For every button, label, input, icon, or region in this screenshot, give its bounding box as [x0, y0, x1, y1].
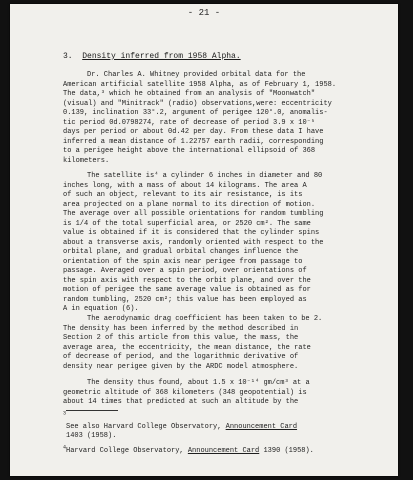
- footnote-3: [63, 410, 298, 442]
- text-line: The density thus found, about 1.5 x 10⁻¹⁴ gm/cm³ at a: [87, 379, 310, 387]
- text-line: motion of perigee the same average value is obtained as for: [63, 286, 311, 294]
- text-line: inches long, with a mass of about 14 kilograms. The area A: [63, 181, 307, 190]
- paragraph-satellite-area: [63, 172, 323, 315]
- text-line: passage. Averaged over a spin period, over orientations of: [63, 267, 307, 275]
- text-line: The aerodynamic drag coefficient has been taken to be 2.: [87, 315, 323, 323]
- document-page: [10, 4, 398, 476]
- text-line: geometric altitude of 368 kilometers (348 geopotential) is: [63, 388, 307, 397]
- paragraph-drag-coefficient: [63, 315, 322, 372]
- text-line: inferred a mean distance of 1.22757 earth radii, corresponding: [63, 137, 324, 146]
- footnote-mark: 3: [63, 410, 67, 417]
- text-line: area projected on a plane normal to its direction of motion.: [63, 200, 316, 209]
- text-line: Section 2 of this article from this value, the mass, the: [63, 334, 299, 342]
- text-line: The density has been inferred by the method described in: [63, 324, 299, 333]
- footnote-card-title: Announcement Card: [225, 422, 298, 431]
- text-line: of such an object, relevant to its air resistance, is its: [63, 191, 303, 199]
- footnote-4: [63, 444, 314, 457]
- text-line: orientation of the spin axis near perigee from passage to: [63, 257, 303, 266]
- text-line: A in equation (6).: [63, 305, 139, 313]
- text-line: The average over all possible orientations for random tumbling: [63, 210, 324, 218]
- text-line: The satellite is⁴ a cylinder 6 inches in diameter and 80: [87, 172, 323, 180]
- text-line: orbital plane, and gradual orbital changes influence the: [63, 248, 299, 256]
- text-line: tic period 0d.0798274, rate of decrease of period 3.9 x 10⁻⁵: [63, 118, 316, 127]
- footnote-text: 1390 (1958).: [259, 447, 314, 455]
- text-line: average area, the eccentricity, the mean distance, the rate: [63, 343, 311, 352]
- text-line: value is obtained if it is considered that the cylinder spins: [63, 229, 320, 237]
- text-line: to a perigee height above the international ellipsoid of 368: [63, 147, 316, 155]
- text-line: density near perigee given by the ARDC model atmosphere.: [63, 362, 299, 371]
- section-title: Density inferred from 1958 Alpha.: [82, 52, 241, 61]
- text-line: (visual) and "Minitrack" (radio) observations,were: eccentricity: [63, 99, 332, 108]
- text-line: random tumbling, 2520 cm²; this value has been employed as: [63, 295, 307, 304]
- section-heading: [63, 52, 241, 61]
- text-line: about 14 times that predicted at such an altitude by the: [63, 398, 299, 406]
- text-line: about a transverse axis, randomly oriented with respect to the: [63, 238, 324, 247]
- text-line: days per period or about 0d.42 per day. From these data I have: [63, 128, 324, 136]
- text-line: 0.139, inclination 33°.2, argument of perigee 120°.0, anomalis-: [63, 109, 328, 117]
- text-line: The data,³ which he obtained from an analysis of "Moonwatch": [63, 90, 316, 98]
- footnote-card-title: Announcement Card: [187, 447, 260, 455]
- footnote-text: See also Harvard College Observatory,: [66, 422, 226, 431]
- footnote-text: 1403 (1958).: [66, 432, 117, 440]
- paragraph-orbital-data: [63, 71, 336, 166]
- section-number: 3.: [63, 52, 73, 61]
- text-line: of decrease of period, and the logarithmic derivative of: [63, 353, 299, 361]
- footnote-rule: [66, 410, 118, 411]
- text-line: is 1/4 of the total superficial area, or 2520 cm². The same: [63, 219, 311, 228]
- footnote-text: Harvard College Observatory,: [66, 447, 188, 455]
- text-line: kilometers.: [63, 156, 110, 165]
- text-line: American artificial satellite 1958 Alpha, as of February 1, 1958.: [63, 80, 337, 89]
- page-number: - 21 -: [187, 8, 221, 18]
- text-line: the spin axis with respect to the orbit plane, and over the: [63, 276, 311, 285]
- footnote-mark: 4: [63, 444, 67, 451]
- paragraph-density-result: [63, 379, 310, 408]
- text-line: Dr. Charles A. Whitney provided orbital data for the: [87, 71, 306, 79]
